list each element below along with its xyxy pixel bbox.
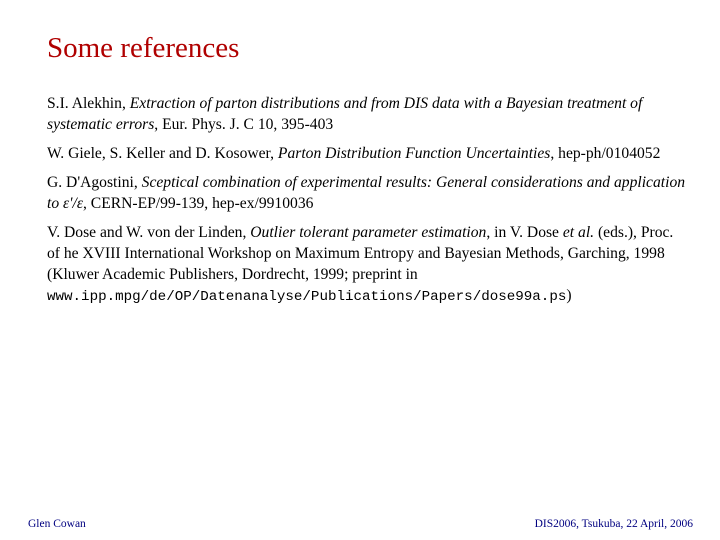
reference-authors: S.I. Alekhin, xyxy=(47,95,130,112)
reference-item xyxy=(47,222,687,308)
reference-authors: V. Dose and W. von der Linden, xyxy=(47,224,251,241)
reference-source: , in V. Dose xyxy=(486,224,563,241)
footer-event: DIS2006, Tsukuba, 22 April, 2006 xyxy=(534,518,693,530)
reference-source: , Eur. Phys. J. C 10, 395-403 xyxy=(154,116,334,133)
reference-et-al: et al. xyxy=(562,224,595,241)
footer-author: Glen Cowan xyxy=(28,518,86,530)
reference-title: Parton Distribution Function Uncertainties xyxy=(277,145,551,162)
reference-url: www.ipp.mpg/de/OP/Datenanalyse/Publications/Papers/dose99a.ps xyxy=(47,289,567,305)
reference-item xyxy=(47,172,687,214)
reference-close-paren: ) xyxy=(566,287,572,304)
reference-title: Outlier tolerant parameter estimation xyxy=(250,224,487,241)
reference-source: , hep-ph/0104052 xyxy=(550,145,661,162)
reference-authors: W. Giele, S. Keller and D. Kosower, xyxy=(47,145,278,162)
reference-title: Sceptical combination of experimental results: General considerations and application to ε'/ε xyxy=(47,174,686,212)
reference-source: , CERN-EP/99-139, hep-ex/9910036 xyxy=(83,195,314,212)
reference-item xyxy=(47,93,687,135)
references-list xyxy=(47,93,687,316)
reference-item xyxy=(47,143,687,164)
slide-title: Some references xyxy=(47,32,240,64)
reference-title: Extraction of parton distributions and from DIS data with a Bayesian treatment of systematic errors xyxy=(47,95,643,133)
reference-proceedings: (eds.), Proc. of he XVIII International Workshop on Maximum Entropy and Bayesian Methods, Garching, 1998 (Kluwer Academic Publishers, Dordrecht, 1999; preprint in xyxy=(47,224,674,283)
reference-authors: G. D'Agostini, xyxy=(47,174,142,191)
